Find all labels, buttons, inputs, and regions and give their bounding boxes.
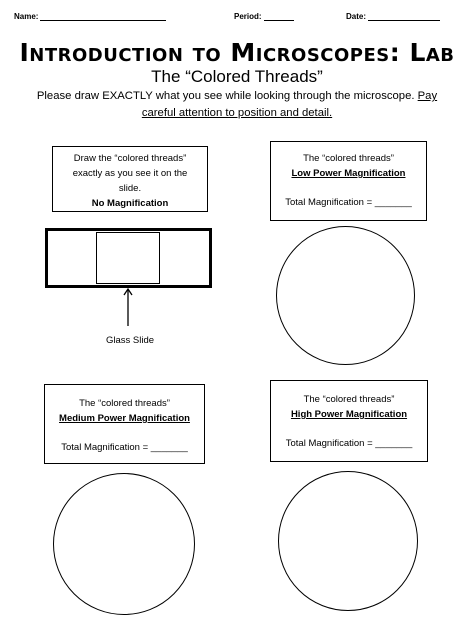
- period-label: Period:: [234, 12, 262, 21]
- period-blank[interactable]: [264, 12, 294, 21]
- low-power-drawing-circle[interactable]: [276, 226, 415, 365]
- total-magnification-field[interactable]: Total Magnification = _______: [285, 197, 412, 208]
- name-blank[interactable]: [40, 12, 166, 21]
- card-heading: Medium Power Magnification: [59, 413, 190, 424]
- date-field[interactable]: [346, 12, 440, 21]
- total-magnification-field[interactable]: Total Magnification = _______: [285, 438, 413, 449]
- instructions-text: Please draw EXACTLY what you see while looking through the microscope.: [36, 90, 415, 102]
- card-heading: High Power Magnification: [290, 409, 408, 420]
- medium-power-drawing-circle[interactable]: [53, 473, 195, 615]
- card-text-line: The “colored threads”: [303, 394, 395, 405]
- low-power-card: [270, 141, 427, 221]
- card-text-line: The “colored threads”: [303, 153, 394, 164]
- high-power-card: [270, 380, 428, 462]
- total-magnification-field[interactable]: Total Magnification = _______: [61, 442, 188, 453]
- medium-power-card: [44, 384, 205, 464]
- slide-drawing-area[interactable]: [96, 232, 160, 284]
- card-text-line: Draw the “colored threads”: [73, 153, 187, 164]
- date-blank[interactable]: [368, 12, 440, 21]
- period-field[interactable]: [234, 12, 294, 21]
- date-label: Date:: [346, 12, 367, 21]
- page-subtitle: The “Colored Threads”: [151, 67, 323, 86]
- card-text-line: The “colored threads”: [79, 398, 170, 409]
- high-power-drawing-circle[interactable]: [278, 471, 418, 611]
- card-text-line: exactly as you see it on the: [72, 168, 188, 179]
- card-heading: Low Power Magnification: [291, 168, 406, 179]
- arrow-up-icon: [122, 286, 134, 326]
- card-text-line: slide.: [118, 183, 142, 194]
- instructions-line-2: careful attention to position and detail.: [141, 107, 333, 119]
- card-heading: No Magnification: [91, 198, 169, 209]
- instructions-underlined-start: Pay: [417, 90, 438, 102]
- name-label: Name:: [14, 12, 39, 21]
- name-field[interactable]: [14, 12, 166, 21]
- instructions-line-1: [0, 90, 474, 102]
- glass-slide-label: Glass Slide: [105, 335, 155, 346]
- page-title: Introduction to Microscopes: Lab: [19, 38, 455, 67]
- no-magnification-card: [52, 146, 208, 212]
